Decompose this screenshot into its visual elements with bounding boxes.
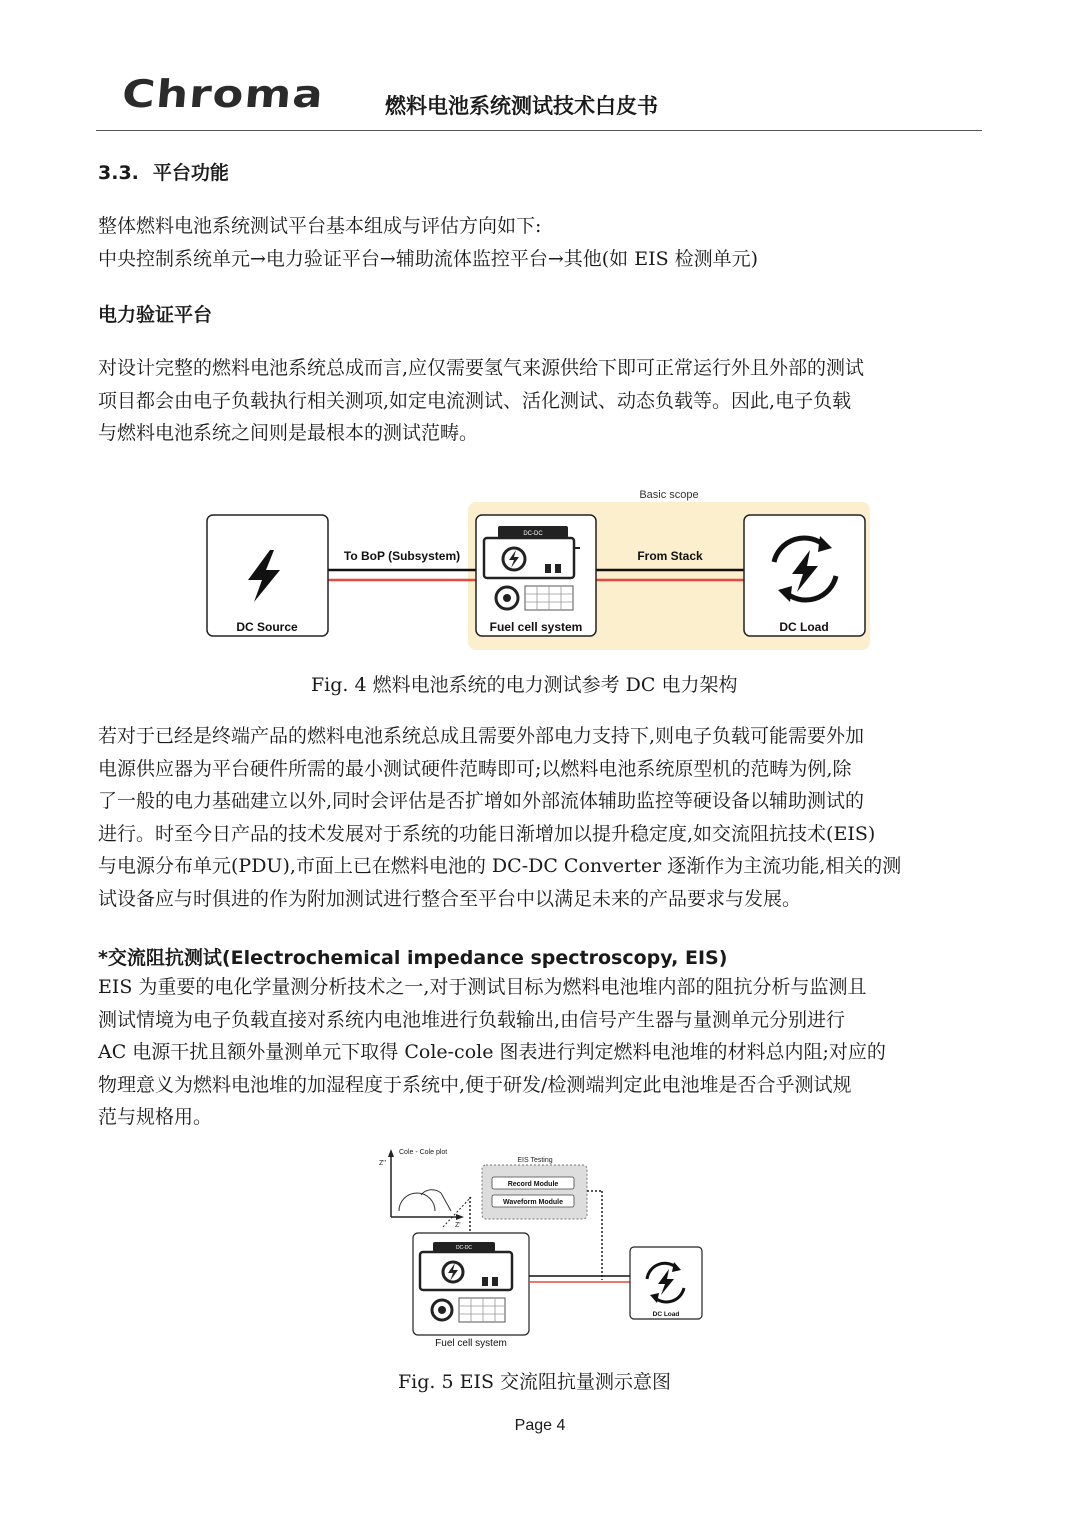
to-bop-label: To BoP (Subsystem) <box>343 549 461 563</box>
second-paragraph <box>98 720 982 915</box>
paragraph-line: 若对于已经是终端产品的燃料电池系统总成且需要外部电力支持下,则电子负载可能需要外加 <box>98 725 865 747</box>
cole-plot-label: Cole - Cole plot <box>399 1149 448 1156</box>
paragraph-line: 电源供应器为平台硬件所需的最小测试硬件范畴即可;以燃料电池系统原型机的范畴为例,除 <box>98 757 852 780</box>
dc-load-label: DC Load <box>652 1311 680 1318</box>
fuel-cell-label: Fuel cell system <box>435 1338 507 1349</box>
z-axis-label: Z'' <box>379 1160 386 1167</box>
dc-load-box <box>744 515 865 636</box>
section-heading <box>98 158 229 185</box>
paragraph-line: 范与规格用。 <box>98 1106 213 1128</box>
document-title: 燃料电池系统测试技术白皮书 <box>385 94 658 118</box>
page-number: Page 4 <box>514 1417 566 1434</box>
dcdc-label: DC-DC <box>523 531 543 537</box>
paragraph-line: 对设计完整的燃料电池系统总成而言,应仅需要氢气来源供给下即可正常运行外且外部的测试 <box>98 357 865 379</box>
cole-cole-plot <box>379 1149 464 1229</box>
eis-testing-label: EIS Testing <box>517 1157 553 1164</box>
eis-heading: *交流阻抗测试(Electrochemical impedance spectroscopy, EIS) <box>98 947 728 969</box>
eis-paragraph <box>98 971 982 1134</box>
record-module-label: Record Module <box>507 1181 559 1188</box>
intro-paragraph <box>98 210 982 275</box>
section-number: 3.3. <box>98 162 139 184</box>
waveform-module-label: Waveform Module <box>502 1199 564 1206</box>
paragraph-line: 试设备应与时俱进的作为附加测试进行整合至平台中以满足未来的产品要求与发展。 <box>98 887 802 910</box>
fuel-cell-system-box <box>413 1233 529 1349</box>
paragraph-line: 与燃料电池系统之间则是最根本的测试范畴。 <box>98 422 479 444</box>
power-platform-paragraph <box>98 352 982 450</box>
paragraph-line: 项目都会由电子负载执行相关测项,如定电流测试、活化测试、动态负载等。因此,电子负载 <box>98 389 852 412</box>
chroma-logo: Chroma <box>120 72 326 116</box>
dc-load-box <box>630 1247 702 1319</box>
intro-line: 中央控制系统单元→电力验证平台→辅助流体监控平台→其他(如 EIS 检测单元) <box>98 247 759 270</box>
intro-line: 整体燃料电池系统测试平台基本组成与评估方向如下: <box>98 215 542 237</box>
from-stack-label: From Stack <box>637 549 703 563</box>
section-title: 平台功能 <box>152 162 229 184</box>
fuel-cell-system-box <box>476 515 596 636</box>
fig5-caption: Fig. 5 EIS 交流阻抗量测示意图 <box>398 1371 672 1393</box>
paragraph-line: EIS 为重要的电化学量测分析技术之一,对于测试目标为燃料电池堆内部的阻抗分析与监测且 <box>98 976 867 998</box>
dc-load-label: DC Load <box>779 620 829 634</box>
header-divider <box>96 130 982 131</box>
paragraph-line: 物理意义为燃料电池堆的加湿程度于系统中,便于研发/检测端判定此电池堆是否合乎测试规 <box>98 1073 852 1096</box>
eis-testing-box <box>482 1157 587 1219</box>
fig5-diagram <box>375 1145 710 1355</box>
paragraph-line: AC 电源干扰且额外量测单元下取得 Cole-cole 图表进行判定燃料电池堆的材料总内阻;对应的 <box>98 1041 886 1063</box>
power-platform-heading: 电力验证平台 <box>98 304 213 326</box>
dc-source-box <box>207 515 328 636</box>
fig4-caption: Fig. 4 燃料电池系统的电力测试参考 DC 电力架构 <box>311 674 738 696</box>
paragraph-line: 进行。时至今日产品的技术发展对于系统的功能日渐增加以提升稳定度,如交流阻抗技术(EIS) <box>98 822 876 845</box>
fuel-cell-label: Fuel cell system <box>489 620 583 634</box>
basic-scope-label: Basic scope <box>639 489 699 501</box>
paragraph-line: 了一般的电力基础建立以外,同时会评估是否扩增如外部流体辅助监控等硬设备以辅助测试的 <box>98 790 865 812</box>
paragraph-line: 与电源分布单元(PDU),市面上已在燃料电池的 DC-DC Converter 逐渐作为主流功能,相关的测 <box>98 855 902 877</box>
z-axis-x-label: Z' <box>455 1222 461 1229</box>
dcdc-label: DC-DC <box>455 1245 473 1251</box>
fig4-diagram <box>200 480 880 655</box>
dc-source-label: DC Source <box>236 620 298 634</box>
paragraph-line: 测试情境为电子负载直接对系统内电池堆进行负载输出,由信号产生器与量测单元分别进行 <box>98 1008 846 1031</box>
